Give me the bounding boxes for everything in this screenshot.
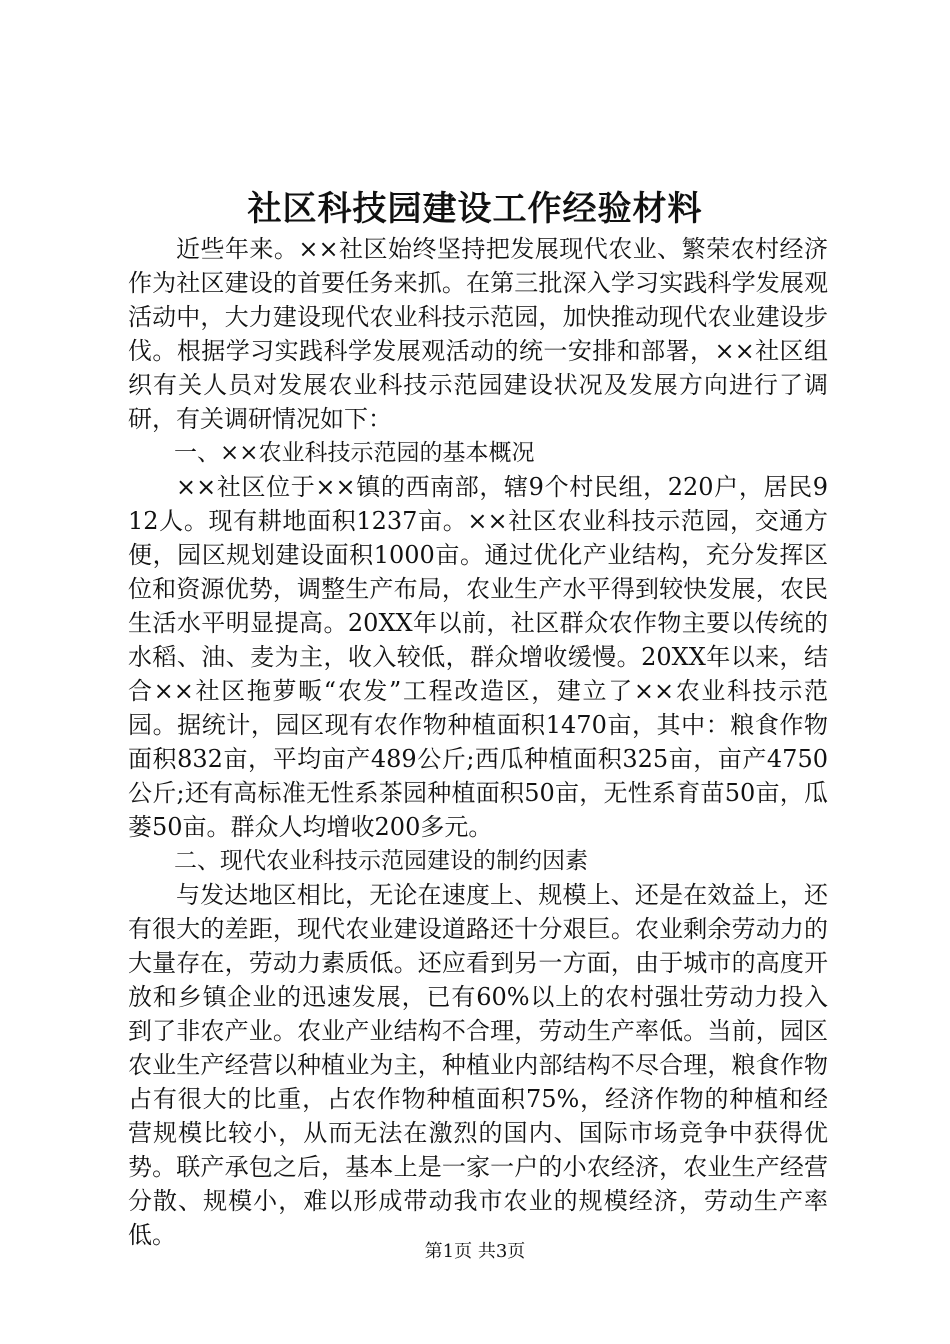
section-heading-1: 一、××农业科技示范园的基本概况 — [174, 440, 535, 466]
page-footer: 第1页 共3页 — [424, 1241, 526, 1262]
section-1-paragraph: ××社区位于××镇的西南部，辖9个村民组，220户，居民912人。现有耕地面积1237亩。××社区农业科技示范园，交通方便，园区规划建设面积1000亩。通过优化产业结构，充分发挥区位和资源优势，调整生产布局，农业生产水平得到较快发展，农民生活水平明显提高。20XX年以前，社区群众农作物主要以传统的水稻、油、麦为主，收入较低，群众增收缓慢。20XX年以来，结合××社区拖萝畈“农发”工程改造区，建立了××农业科技示范园。据统计，园区现有农作物种植面积1470亩，其中：粮食作物面积832亩，平均亩产489公斤;西瓜种植面积325亩，亩产4750公斤;还有高标准无性系茶园种植面积50亩，无性系育苗50亩，瓜蒌50亩。群众人均增收200多元。 — [128, 473, 828, 841]
section-2-paragraph: 与发达地区相比，无论在速度上、规模上、还是在效益上，还有很大的差距，现代农业建设道路还十分艰巨。农业剩余劳动力的大量存在，劳动力素质低。还应看到另一方面，由于城市的高度开放和乡镇企业的迅速发展，已有60%以上的农村强壮劳动力投入到了非农产业。农业产业结构不合理，劳动生产率低。当前，园区农业生产经营以种植业为主，种植业内部结构不尽合理，粮食作物占有很大的比重，占农作物种植面积75%，经济作物的种植和经营规模比较小，从而无法在激烈的国内、国际市场竞争中获得优势。联产承包之后，基本上是一家一户的小农经济，农业生产经营分散、规模小，难以形成带动我市农业的规模经济，劳动生产率低。 — [128, 881, 828, 1249]
intro-paragraph: 近些年来。××社区始终坚持把发展现代农业、繁荣农村经济作为社区建设的首要任务来抓。在第三批深入学习实践科学发展观活动中，大力建设现代农业科技示范园，加快推动现代农业建设步伐。根据学习实践科学发展观活动的统一安排和部署，××社区组织有关人员对发展农业科技示范园建设状况及发展方向进行了调研，有关调研情况如下： — [128, 235, 828, 433]
document-body — [128, 232, 828, 1252]
document-title: 社区科技园建设工作经验材料 — [247, 189, 703, 229]
section-heading-2: 二、现代农业科技示范园建设的制约因素 — [174, 848, 588, 874]
